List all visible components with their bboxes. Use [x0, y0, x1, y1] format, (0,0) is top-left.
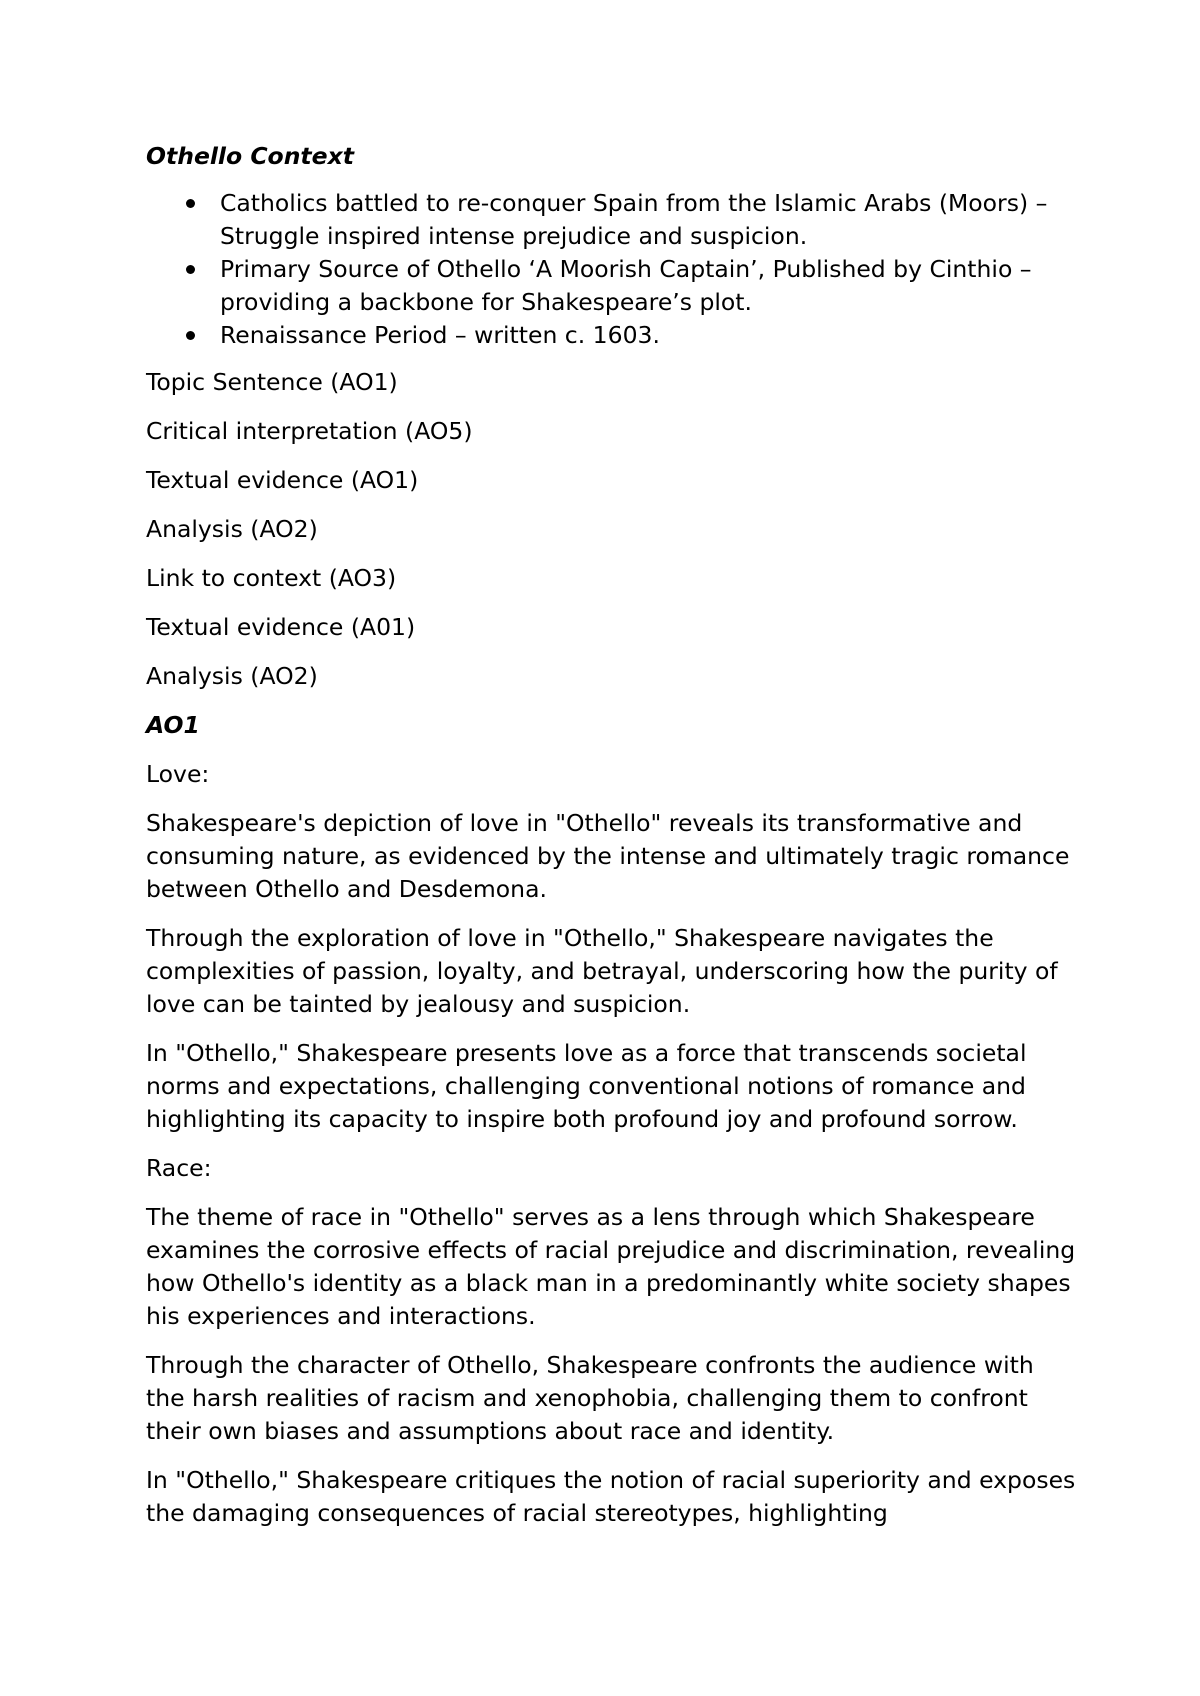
structure-line: Textual evidence (AO1)	[146, 466, 419, 494]
bullet-text: Primary Source of Othello ‘A Moorish Captain’, Published by Cinthio – providing a backbone for Shakespeare’s plot.	[220, 255, 1032, 316]
structure-line: Analysis (AO2)	[146, 662, 318, 690]
document-body	[146, 140, 1076, 1546]
structure-line: Topic Sentence (AO1)	[146, 368, 398, 396]
love-paragraph: Shakespeare's depiction of love in "Othello" reveals its transformative and consuming nature, as evidenced by the intense and ultimately tragic romance between Othello and Desdemona.	[146, 809, 1070, 903]
list-item	[146, 253, 1076, 319]
love-paragraph: Through the exploration of love in "Othello," Shakespeare navigates the complexities of passion, loyalty, and betrayal, underscoring how the purity of love can be tainted by jealousy and suspicion.	[146, 924, 1058, 1018]
structure-line: Critical interpretation (AO5)	[146, 417, 473, 445]
love-label: Love:	[146, 760, 210, 788]
ao1-heading: AO1	[146, 711, 200, 739]
list-item	[146, 187, 1076, 253]
race-label: Race:	[146, 1154, 212, 1182]
context-bullet-list	[146, 187, 1076, 352]
bullet-icon	[186, 199, 195, 208]
structure-line: Link to context (AO3)	[146, 564, 397, 592]
list-item	[146, 319, 1076, 352]
bullet-icon	[186, 331, 195, 340]
structure-line: Analysis (AO2)	[146, 515, 318, 543]
race-paragraph: In "Othello," Shakespeare critiques the notion of racial superiority and exposes the damaging consequences of racial stereotypes, highlighting	[146, 1466, 1076, 1527]
race-paragraph: Through the character of Othello, Shakespeare confronts the audience with the harsh realities of racism and xenophobia, challenging them to confront their own biases and assumptions about race and identity.	[146, 1351, 1034, 1445]
structure-line: Textual evidence (A01)	[146, 613, 416, 641]
race-paragraph: The theme of race in "Othello" serves as a lens through which Shakespeare examines the corrosive effects of racial prejudice and discrimination, revealing how Othello's identity as a black man in a predominantly white society shapes his experiences and interactions.	[146, 1203, 1076, 1330]
bullet-text: Catholics battled to re-conquer Spain from the Islamic Arabs (Moors) – Struggle inspired intense prejudice and suspicion.	[220, 189, 1048, 250]
bullet-text: Renaissance Period – written c. 1603.	[220, 321, 660, 349]
bullet-icon	[186, 265, 195, 274]
love-paragraph: In "Othello," Shakespeare presents love as a force that transcends societal norms and expectations, challenging conventional notions of romance and highlighting its capacity to inspire both profound joy and profound sorrow.	[146, 1039, 1027, 1133]
document-title: Othello Context	[146, 142, 355, 170]
